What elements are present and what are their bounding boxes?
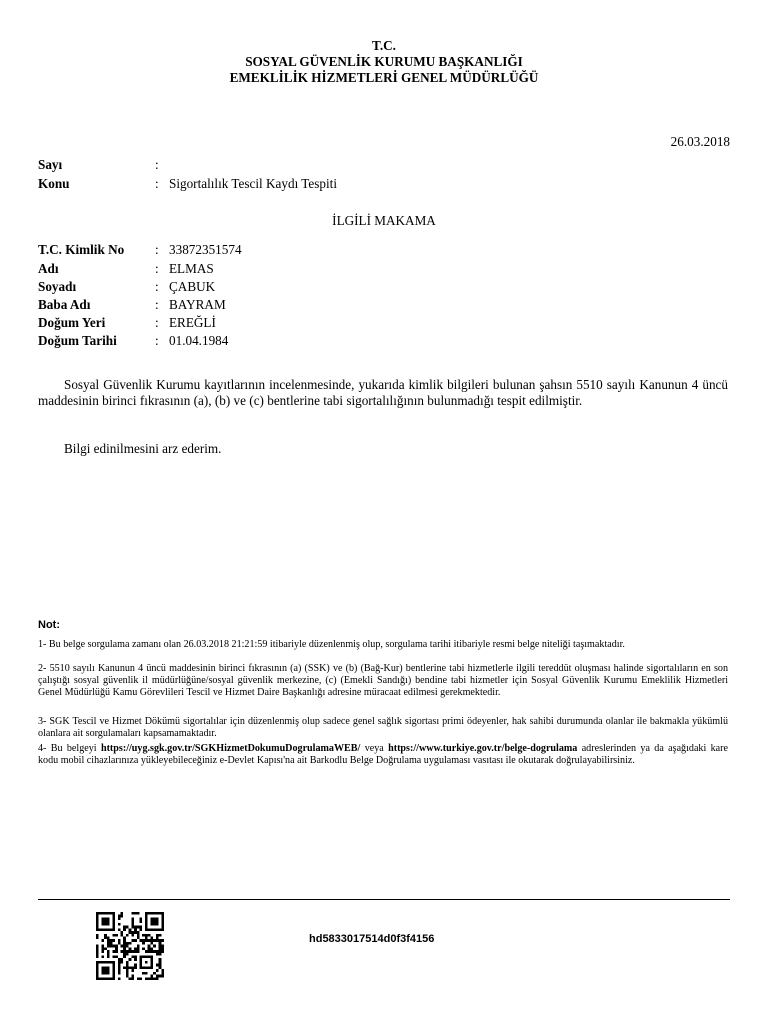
verification-link-edevlet[interactable]: https://www.turkiye.gov.tr/belge-dogrulama	[388, 743, 578, 754]
meta-colon: :	[155, 157, 159, 172]
meta-label: Sayı	[38, 157, 63, 172]
footer-divider	[38, 899, 730, 900]
note-4-mid: veya	[360, 743, 389, 754]
identity-colon: :	[155, 279, 159, 294]
identity-colon: :	[155, 315, 159, 330]
qr-code-icon	[96, 912, 164, 980]
header-line-directorate: EMEKLİLİK HİZMETLERİ GENEL MÜDÜRLÜĞÜ	[229, 70, 539, 85]
document-date: 26.03.2018	[670, 134, 730, 149]
identity-value: BAYRAM	[169, 297, 226, 312]
identity-label: Doğum Tarihi	[38, 333, 117, 348]
identity-label: Baba Adı	[38, 297, 91, 312]
identity-label: Adı	[38, 261, 59, 276]
identity-value: ELMAS	[169, 261, 214, 276]
note-3: 3- SGK Tescil ve Hizmet Dökümü sigortalılar için düzenlenmiş olup sadece genel sağlık sigortası primi ödeyenler, hak sahibi durumunda olanlar ile bakmakla yükümlü olanlara ait sorgulamaları kapsamamaktadır.	[38, 716, 728, 739]
identity-colon: :	[155, 261, 159, 276]
addressee: İLGİLİ MAKAMA	[332, 213, 436, 228]
identity-colon: :	[155, 297, 159, 312]
meta-label: Konu	[38, 176, 70, 191]
identity-value: 01.04.1984	[169, 333, 229, 348]
identity-colon: :	[155, 242, 159, 257]
identity-label: Soyadı	[38, 279, 77, 294]
note-2: 2- 5510 sayılı Kanunun 4 üncü maddesinin birinci fıkrasının (a) (SSK) ve (b) (Bağ-Kur) bentlerine tabi hizmetlerle ilgili tereddüt oluşması halinde sigortalıların en son çalıştığı sosyal güvenlik il müdürlüğüne/sosyal güvenlik merkezine, (c) (Emekli Sandığı) bendine tabi hizmetler için Sosyal Güvenlik Kurumu Emeklilik Hizmetleri Genel Müdürlüğü Kamu Görevlileri Tescil ve Hizmet Daire Başkanlığı adresine müracaat edilmesi gerekmektedir.	[38, 663, 728, 698]
header-line-tc: T.C.	[372, 38, 396, 53]
note-1: 1- Bu belge sorgulama zamanı olan 26.03.2018 21:21:59 itibariyle düzenlenmiş olup, sorgulama tarihi itibariyle resmi belge niteliği taşımaktadır.	[38, 639, 625, 650]
identity-label: Doğum Yeri	[38, 315, 106, 330]
meta-colon: :	[155, 176, 159, 191]
verification-link-sgk[interactable]: https://uyg.sgk.gov.tr/SGKHizmetDokumuDogrulamaWEB/	[100, 743, 361, 754]
document-header	[0, 38, 768, 86]
body-paragraph-main: Sosyal Güvenlik Kurumu kayıtlarının incelenmesinde, yukarıda kimlik bilgileri bulunan şahsın 5510 sayılı Kanunun 4 üncü maddesinin birinci fıkrasının (a), (b) ve (c) bentlerine tabi sigortalılığının bulunmadığı tespit edilmiştir.	[38, 377, 728, 408]
header-line-institution: SOSYAL GÜVENLİK KURUMU BAŞKANLIĞI	[245, 54, 523, 69]
note-4	[38, 743, 728, 767]
meta-value: Sigortalılık Tescil Kaydı Tespiti	[169, 176, 337, 191]
identity-value: EREĞLİ	[169, 315, 216, 330]
body-paragraph-closing: Bilgi edinilmesini arz ederim.	[64, 441, 222, 456]
verification-code: hd5833017514d0f3f4156	[309, 933, 435, 945]
identity-colon: :	[155, 333, 159, 348]
identity-label: T.C. Kimlik No	[38, 242, 125, 257]
identity-value: ÇABUK	[169, 279, 216, 294]
note-4-prefix: 4- Bu belgeyi	[38, 743, 101, 754]
notes-title: Not:	[38, 619, 60, 631]
identity-value: 33872351574	[169, 242, 242, 257]
note-4-suffix: adreslerinden ya da aşağıdaki kare kodu mobil cihazlarınıza yükleyebileceğiniz e-Devlet Kapısı'na ait Barkodlu Belge Doğrulama uygulaması vasıtası ile okutarak doğrulayabilirsiniz.	[38, 743, 729, 766]
